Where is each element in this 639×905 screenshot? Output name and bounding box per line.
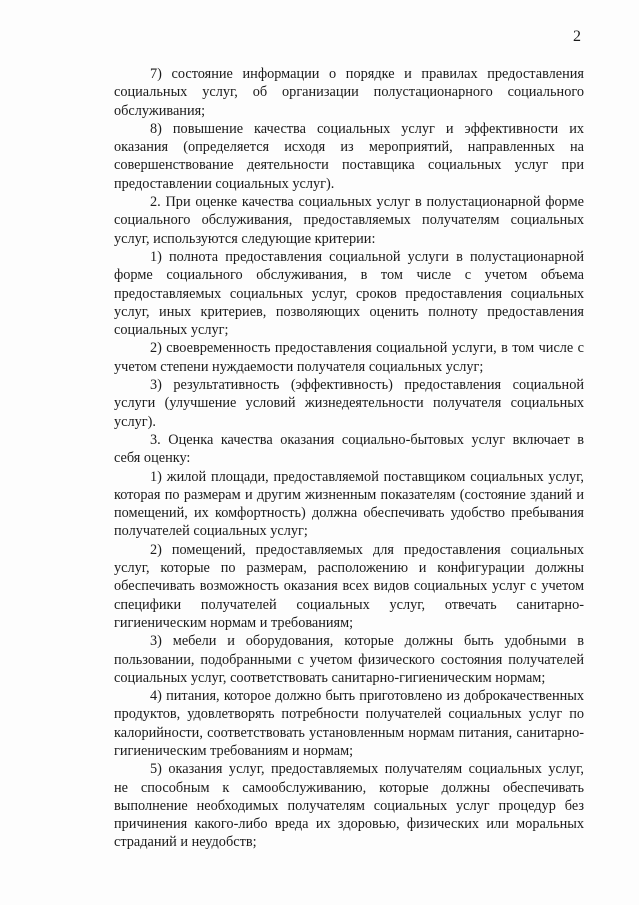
paragraph-section-3: 3. Оценка качества оказания социально-бытовых услуг включает в себя оценку: xyxy=(114,431,584,467)
page-number: 2 xyxy=(573,28,581,45)
paragraph-assessment-1: 1) жилой площади, предоставляемой поставщиком социальных услуг, которая по размерам и другим жизненным показателям (состояние зданий и помещений, их комфортность) должна обеспечивать удобство пребывания получателей социальных услуг; xyxy=(114,468,584,540)
paragraph-item-8: 8) повышение качества социальных услуг и эффективности их оказания (определяется исходя из мероприятий, направленных на совершенствование деятельности поставщика социальных услуг при предоставлении социальных услуг). xyxy=(114,120,584,192)
paragraph-criterion-2: 2) своевременность предоставления социальной услуги, в том числе с учетом степени нуждаемости получателя социальных услуг; xyxy=(114,340,584,375)
paragraph-assessment-3: 3) мебели и оборудования, которые должны быть удобными в пользовании, подобранными с учетом физического состояния получателей социальных услуг, соответствовать санитарно-гигиеническим нормам; xyxy=(114,633,584,686)
document-body xyxy=(114,65,584,852)
paragraph-item-7: 7) состояние информации о порядке и правилах предоставления социальных услуг, об организации полустационарного социального обслуживания; xyxy=(114,66,584,119)
paragraph-criterion-3: 3) результативность (эффективность) предоставления социальной услуги (улучшение условий жизнедеятельности получателя социальных услуг). xyxy=(114,377,584,430)
paragraph-criterion-1: 1) полнота предоставления социальной услуги в полустационарной форме социального обслуживания, в том числе с учетом объема предоставляемых социальных услуг, сроков предоставления социальных услуг, иных критериев, позволяющих оценить полноту предоставления социальных услуг; xyxy=(114,248,584,339)
paragraph-assessment-4: 4) питания, которое должно быть приготовлено из доброкачественных продуктов, удовлетворять потребности получателей социальных услуг по калорийности, соответствовать установленным нормам питания, санитарно-гигиеническим требованиям и нормам; xyxy=(114,688,584,759)
paragraph-assessment-5: 5) оказания услуг, предоставляемых получателям социальных услуг, не способным к самообслуживанию, которые должны обеспечивать выполнение необходимых получателям социальных услуг процедур без причинения какого-либо вреда их здоровью, физических или моральных страданий и неудобств; xyxy=(114,761,584,851)
paragraph-section-2: 2. При оценке качества социальных услуг в полустационарной форме социального обслуживания, предоставляемых получателям социальных услуг, используются следующие критерии: xyxy=(114,194,584,247)
paragraph-assessment-2: 2) помещений, предоставляемых для предоставления социальных услуг, которые по размерам, расположению и конфигурации должны обеспечивать возможность оказания всех видов социальных услуг с учетом специфики получателей социальных услуг, отвечать санитарно-гигиеническим нормам и требованиям; xyxy=(114,541,584,631)
